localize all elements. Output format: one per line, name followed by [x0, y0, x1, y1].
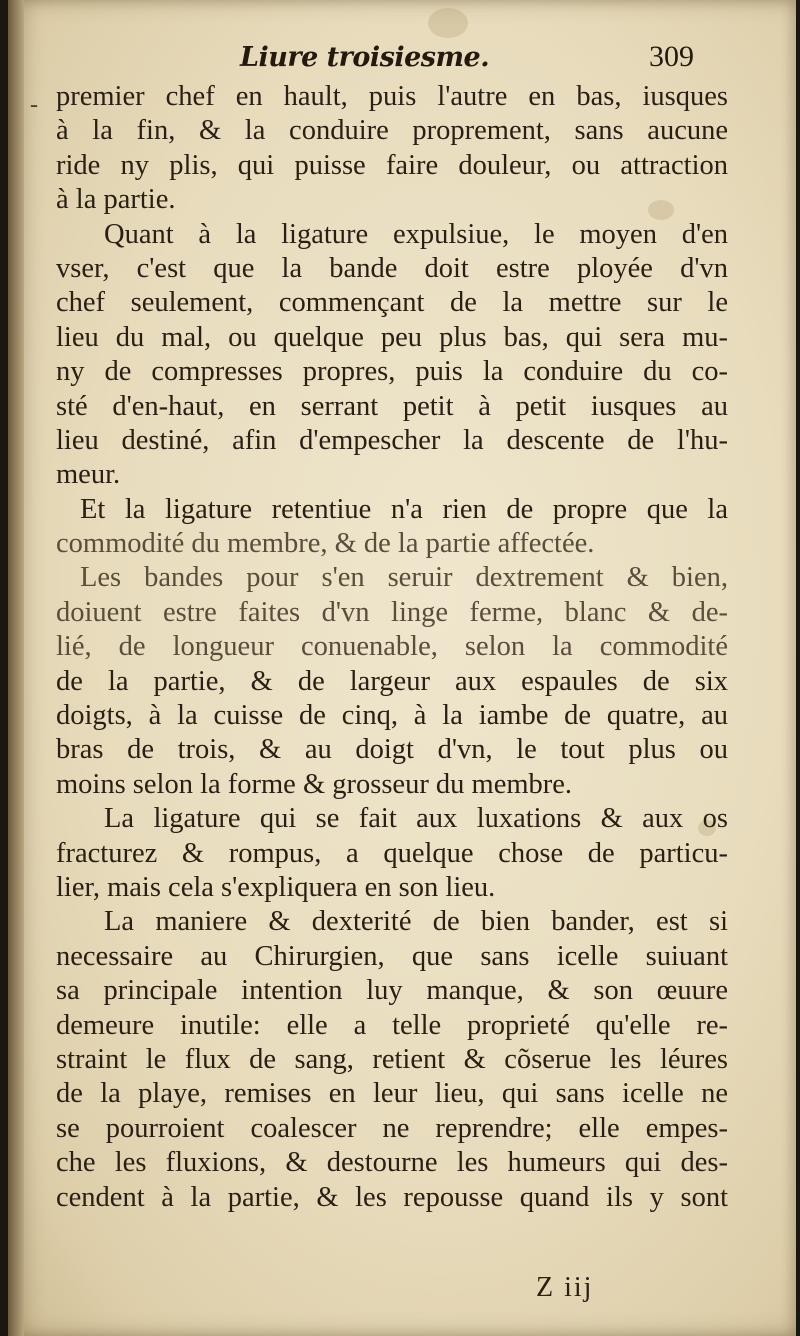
page-number: 309	[649, 40, 694, 73]
text-line: lié, de longueur conuenable, selon la commodité	[56, 631, 728, 663]
text-line: lieu destiné, afin d'empescher la descente de l'hu-	[56, 424, 728, 456]
text-line: cendent à la partie, & les repousse quand ils y sont	[56, 1181, 728, 1213]
text-line: à la partie.	[56, 184, 176, 216]
text-line: doigts, à la cuisse de cinq, à la iambe de quatre, au	[56, 700, 728, 732]
text-line: lieu du mal, ou quelque peu plus bas, qui sera mu-	[56, 321, 728, 353]
text-line: fracturez & rompus, a quelque chose de particu-	[56, 837, 728, 869]
text-line: Les bandes pour s'en seruir dextrement & bien,	[80, 562, 728, 594]
signature-mark: Z iij	[536, 1272, 594, 1303]
text-line: de la partie, & de largeur aux espaules de six	[56, 665, 728, 697]
text-line: sté d'en-haut, en serrant petit à petit iusques au	[56, 390, 728, 422]
book-page	[8, 0, 796, 1336]
text-line: se pourroient coalescer ne reprendre; elle empes-	[56, 1112, 728, 1144]
text-line: necessaire au Chirurgien, que sans icelle suiuant	[56, 940, 728, 972]
margin-dash: -	[30, 92, 38, 118]
text-line: che les fluxions, & destourne les humeurs qui des-	[56, 1147, 728, 1179]
text-line: lier, mais cela s'expliquera en son lieu.	[56, 871, 496, 903]
text-line: Quant à la ligature expulsiue, le moyen d'en	[104, 218, 728, 250]
text-line: vser, c'est que la bande doit estre ployée d'vn	[56, 252, 728, 284]
text-line: moins selon la forme & grosseur du membre.	[56, 768, 573, 800]
text-line: premier chef en hault, puis l'autre en bas, iusques	[56, 81, 728, 112]
running-title: Liure troisiesme.	[240, 42, 490, 73]
text-line: à la fin, & la conduire proprement, sans aucune	[56, 115, 728, 147]
text-line: Et la ligature retentiue n'a rien de propre que la	[80, 493, 728, 525]
text-line: chef seulement, commençant de la mettre sur le	[56, 287, 728, 319]
text-line: de la playe, remises en leur lieu, qui sans icelle ne	[56, 1078, 728, 1110]
text-line: straint le flux de sang, retient & cõserue les léures	[56, 1043, 728, 1075]
text-line: commodité du membre, & de la partie affectée.	[56, 528, 595, 560]
text-line: demeure inutile: elle a telle proprieté qu'elle re-	[56, 1009, 728, 1041]
text-line: La maniere & dexterité de bien bander, est si	[104, 906, 728, 938]
text-line: sa principale intention luy manque, & son œuure	[56, 975, 728, 1007]
text-line: meur.	[56, 459, 121, 491]
page-gutter-shadow	[8, 0, 24, 1336]
text-line: La ligature qui se fait aux luxations & aux os	[104, 803, 728, 835]
page-header	[8, 34, 796, 84]
text-line: bras de trois, & au doigt d'vn, le tout plus ou	[56, 734, 728, 766]
text-line: ride ny plis, qui puisse faire douleur, ou attraction	[56, 149, 728, 181]
text-line: doiuent estre faites d'vn linge ferme, blanc & de-	[56, 596, 728, 628]
body-text	[56, 80, 728, 1215]
text-line: ny de compresses propres, puis la conduire du co-	[56, 356, 728, 388]
